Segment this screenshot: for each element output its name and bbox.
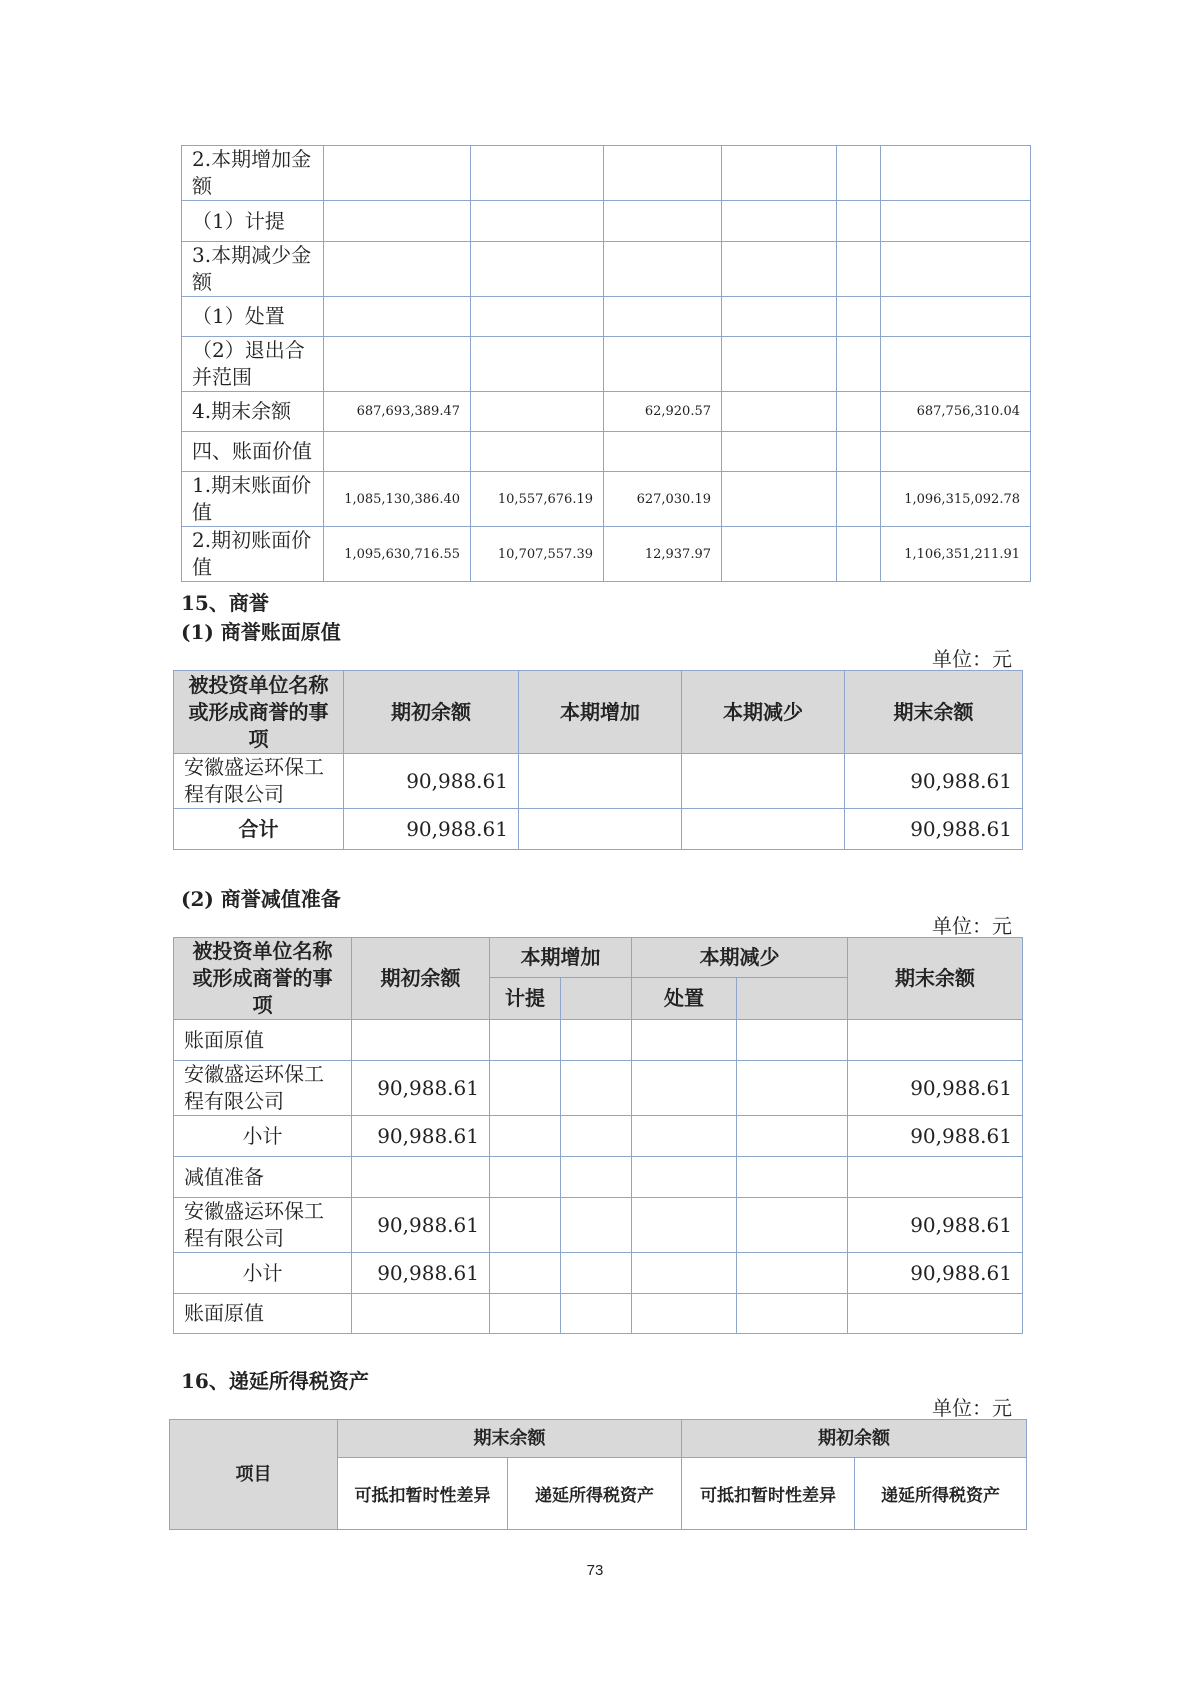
cell: 1,095,630,716.55 <box>324 527 471 582</box>
table-row <box>174 1116 1023 1157</box>
cell <box>519 809 682 850</box>
cell <box>848 1020 1023 1061</box>
header-cell: 本期增加 <box>490 938 632 978</box>
table-row <box>182 146 1031 201</box>
row-label: 2.期初账面价值 <box>182 527 324 582</box>
cell: 12,937.97 <box>604 527 722 582</box>
cell: 合计 <box>174 809 344 850</box>
cell <box>604 146 722 201</box>
cell <box>837 146 881 201</box>
cell: 安徽盛运环保工程有限公司 <box>174 754 344 809</box>
cell <box>561 1198 632 1253</box>
unit-label: 单位：元 <box>932 1396 1012 1420</box>
cell <box>632 1061 737 1116</box>
table-row <box>174 1061 1023 1116</box>
cell <box>490 1198 561 1253</box>
cell: 90,988.61 <box>352 1061 490 1116</box>
unit-label: 单位：元 <box>932 914 1012 938</box>
cell <box>352 1294 490 1334</box>
cell: 90,988.61 <box>848 1198 1023 1253</box>
header-cell: 可抵扣暂时性差异 <box>338 1458 508 1530</box>
cell <box>881 242 1031 297</box>
row-label: 四、账面价值 <box>182 432 324 472</box>
cell: 90,988.61 <box>352 1116 490 1157</box>
header-cell: 递延所得税资产 <box>855 1458 1027 1530</box>
row-label: 1.期末账面价值 <box>182 472 324 527</box>
cell <box>632 1116 737 1157</box>
cell <box>837 432 881 472</box>
cell: 小计 <box>174 1253 352 1294</box>
table-row <box>182 337 1031 392</box>
cell <box>632 1157 737 1198</box>
goodwill-impairment-table <box>173 937 1023 1334</box>
cell: 账面原值 <box>174 1020 352 1061</box>
table-row <box>182 432 1031 472</box>
header-cell: 期初余额 <box>682 1420 1027 1458</box>
cell <box>722 146 837 201</box>
cell <box>632 1253 737 1294</box>
cell <box>561 1157 632 1198</box>
header-cell: 期初余额 <box>352 938 490 1020</box>
header-cell: 期末余额 <box>848 938 1023 1020</box>
table-row <box>182 201 1031 242</box>
cell <box>324 242 471 297</box>
cell <box>881 432 1031 472</box>
cell: 安徽盛运环保工程有限公司 <box>174 1198 352 1253</box>
row-label: 2.本期增加金额 <box>182 146 324 201</box>
cell <box>324 297 471 337</box>
cell <box>837 527 881 582</box>
cell <box>324 337 471 392</box>
cell: 627,030.19 <box>604 472 722 527</box>
deferred-tax-table <box>169 1419 1027 1530</box>
cell: 62,920.57 <box>604 392 722 432</box>
cell <box>471 201 604 242</box>
table-row <box>174 809 1023 850</box>
row-label: 3.本期减少金额 <box>182 242 324 297</box>
cell <box>490 1061 561 1116</box>
cell <box>632 1198 737 1253</box>
cell <box>561 1294 632 1334</box>
table-row <box>174 1020 1023 1061</box>
cell <box>881 337 1031 392</box>
header-cell: 被投资单位名称或形成商誉的事项 <box>174 938 352 1020</box>
cell <box>737 1061 848 1116</box>
table-row <box>174 1253 1023 1294</box>
table-row <box>174 1157 1023 1198</box>
cell <box>722 242 837 297</box>
row-label: 4.期末余额 <box>182 392 324 432</box>
table-row <box>182 527 1031 582</box>
cell: 90,988.61 <box>848 1116 1023 1157</box>
header-cell <box>561 978 632 1020</box>
cell <box>837 392 881 432</box>
table-row <box>182 472 1031 527</box>
table-row <box>174 1294 1023 1334</box>
cell <box>722 392 837 432</box>
cell <box>837 201 881 242</box>
cell <box>837 242 881 297</box>
cell <box>722 527 837 582</box>
header-cell: 期末余额 <box>845 671 1023 754</box>
cell <box>632 1294 737 1334</box>
cell <box>490 1116 561 1157</box>
cell <box>848 1157 1023 1198</box>
cell <box>490 1253 561 1294</box>
cell: 减值准备 <box>174 1157 352 1198</box>
header-cell: 期末余额 <box>338 1420 682 1458</box>
cell <box>682 754 845 809</box>
cell <box>737 1020 848 1061</box>
row-label: （1）处置 <box>182 297 324 337</box>
cell <box>324 146 471 201</box>
cell <box>352 1157 490 1198</box>
cell <box>471 337 604 392</box>
cell <box>722 297 837 337</box>
cell <box>490 1020 561 1061</box>
cell: 安徽盛运环保工程有限公司 <box>174 1061 352 1116</box>
cell <box>604 337 722 392</box>
header-cell: 期初余额 <box>344 671 519 754</box>
cell <box>471 392 604 432</box>
cell: 687,693,389.47 <box>324 392 471 432</box>
header-cell: 处置 <box>632 978 737 1020</box>
table-row <box>182 242 1031 297</box>
cell <box>682 809 845 850</box>
cell: 90,988.61 <box>344 754 519 809</box>
cell <box>722 337 837 392</box>
cell <box>737 1198 848 1253</box>
cell: 1,085,130,386.40 <box>324 472 471 527</box>
cell <box>324 432 471 472</box>
cell: 1,106,351,211.91 <box>881 527 1031 582</box>
header-cell: 被投资单位名称或形成商誉的事项 <box>174 671 344 754</box>
table-row <box>182 297 1031 337</box>
cell <box>471 242 604 297</box>
cell <box>722 201 837 242</box>
cell: 90,988.61 <box>352 1198 490 1253</box>
row-label: （2）退出合并范围 <box>182 337 324 392</box>
header-row <box>170 1420 1027 1458</box>
intangible-assets-table <box>181 145 1031 582</box>
cell: 1,096,315,092.78 <box>881 472 1031 527</box>
cell: 小计 <box>174 1116 352 1157</box>
cell <box>604 432 722 472</box>
table-row <box>174 754 1023 809</box>
cell: 账面原值 <box>174 1294 352 1334</box>
cell <box>604 242 722 297</box>
header-cell: 本期减少 <box>632 938 848 978</box>
cell <box>604 201 722 242</box>
cell <box>722 472 837 527</box>
goodwill-original-table <box>173 670 1023 850</box>
cell <box>561 1253 632 1294</box>
cell: 90,988.61 <box>352 1253 490 1294</box>
cell <box>881 201 1031 242</box>
header-cell: 计提 <box>490 978 561 1020</box>
cell <box>471 146 604 201</box>
cell <box>561 1061 632 1116</box>
cell: 90,988.61 <box>848 1061 1023 1116</box>
cell <box>490 1157 561 1198</box>
cell <box>737 1157 848 1198</box>
cell: 90,988.61 <box>845 809 1023 850</box>
cell <box>837 297 881 337</box>
cell: 90,988.61 <box>344 809 519 850</box>
section-title-goodwill: 15、商誉 <box>181 591 269 615</box>
cell <box>632 1020 737 1061</box>
header-cell <box>737 978 848 1020</box>
cell <box>837 472 881 527</box>
cell <box>881 297 1031 337</box>
cell <box>490 1294 561 1334</box>
header-cell: 递延所得税资产 <box>508 1458 682 1530</box>
cell: 90,988.61 <box>848 1253 1023 1294</box>
row-label: （1）计提 <box>182 201 324 242</box>
cell <box>561 1020 632 1061</box>
cell <box>848 1294 1023 1334</box>
header-cell: 项目 <box>170 1420 338 1530</box>
cell <box>737 1253 848 1294</box>
header-row <box>174 938 1023 978</box>
cell: 90,988.61 <box>845 754 1023 809</box>
cell: 10,557,676.19 <box>471 472 604 527</box>
header-cell: 本期增加 <box>519 671 682 754</box>
cell <box>519 754 682 809</box>
cell <box>737 1294 848 1334</box>
cell <box>471 432 604 472</box>
subsection-goodwill-impairment: (2) 商誉减值准备 <box>181 887 341 911</box>
cell <box>324 201 471 242</box>
header-cell: 可抵扣暂时性差异 <box>682 1458 855 1530</box>
cell <box>737 1116 848 1157</box>
cell <box>471 297 604 337</box>
header-row <box>174 671 1023 754</box>
cell <box>837 337 881 392</box>
cell <box>881 146 1031 201</box>
section-title-deferred-tax: 16、递延所得税资产 <box>181 1369 369 1393</box>
header-cell: 本期减少 <box>682 671 845 754</box>
table-row <box>182 392 1031 432</box>
table-row <box>174 1198 1023 1253</box>
page-number: 73 <box>586 1562 604 1579</box>
subsection-goodwill-original: (1) 商誉账面原值 <box>181 620 341 644</box>
unit-label: 单位：元 <box>932 647 1012 671</box>
cell <box>561 1116 632 1157</box>
cell <box>352 1020 490 1061</box>
cell <box>722 432 837 472</box>
cell: 687,756,310.04 <box>881 392 1031 432</box>
cell <box>604 297 722 337</box>
cell: 10,707,557.39 <box>471 527 604 582</box>
